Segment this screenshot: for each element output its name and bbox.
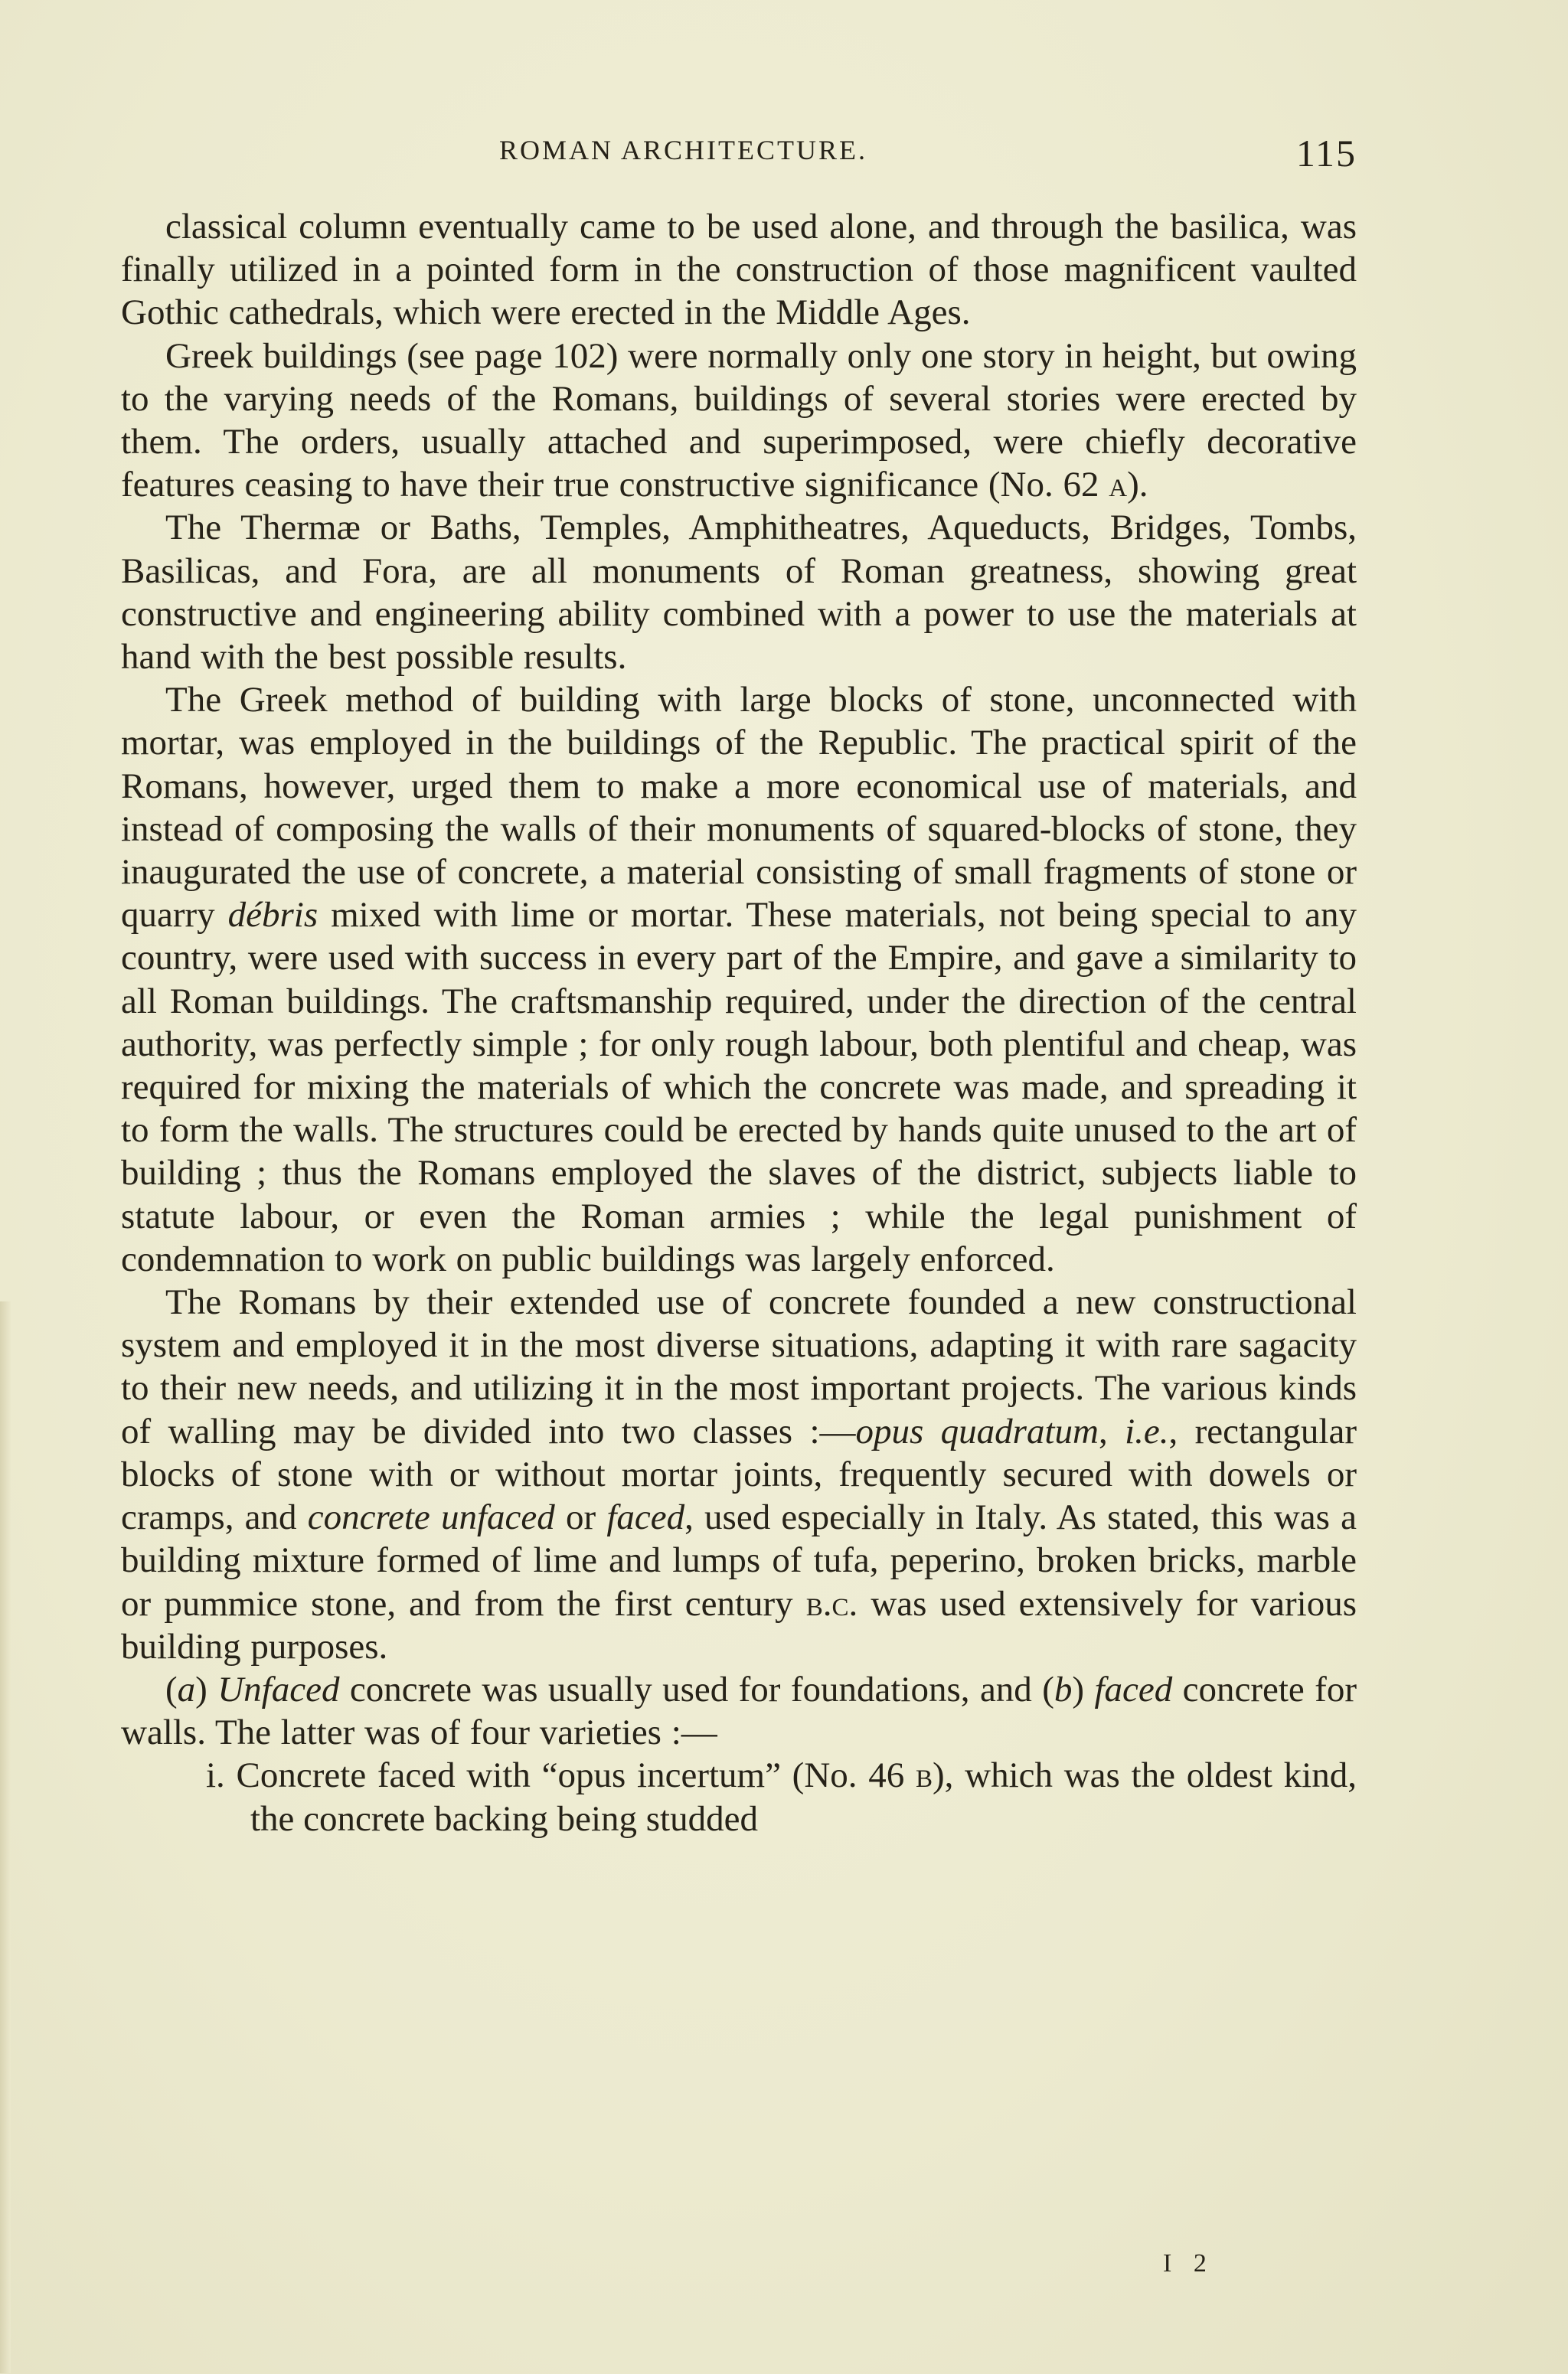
- text-run: ), which was the oldest kind, the concrete backing being studded: [250, 1755, 1357, 1839]
- text-run: concrete was usually used for foundations, and (: [339, 1669, 1054, 1709]
- italic-text: b: [1054, 1669, 1073, 1709]
- text-run: ,: [1098, 1411, 1125, 1452]
- italic-text: faced: [1094, 1669, 1173, 1709]
- small-caps-text: b.c.: [805, 1583, 858, 1624]
- text-run: was used extensively for various building purposes.: [121, 1583, 1357, 1667]
- page-spine-shadow: [0, 1301, 11, 2373]
- paragraph: [121, 1668, 1357, 1754]
- italic-text: Unfaced: [217, 1669, 340, 1709]
- signature-mark: I 2: [1163, 2249, 1214, 2278]
- text-run: or: [554, 1497, 607, 1538]
- body-text: [121, 205, 1357, 1840]
- italic-text: concrete unfaced: [307, 1497, 555, 1538]
- text-run: , used especially in Italy. As stated, this was a building mixture formed of lime and lumps of tufa, peperino, broken bricks, marble or pummice stone, and from the first century: [121, 1497, 1357, 1624]
- paragraph: [121, 678, 1357, 1281]
- text-run: mixed with lime or mortar. These materials, not being special to any country, were used with success in every part of the Empire, and gave a similarity to all Roman buildings. The craftsmanship required, under the direction of the central authority, was perfectly simple ; for only rough labour, both plentiful and cheap, was required for mixing the materials of which the concrete was made, and spreading it to form the walls. The structures could be erected by hands quite unused to the art of building ; thus the Romans employed the slaves of the district, subjects liable to statute labour, or even the Roman armies ; while the legal punishment of condemnation to work on public buildings was largely enforced.: [121, 895, 1357, 1279]
- italic-text: a: [177, 1669, 196, 1709]
- paragraph: [121, 335, 1357, 507]
- text-run: ): [195, 1669, 218, 1709]
- text-run: The Greek method of building with large blocks of stone, unconnected with mortar, was employed in the buildings of the Republic. The practical spirit of the Romans, however, urged them to make a more economical use of materials, and instead of composing the walls of their monuments of squared-blocks of stone, they inaugurated the use of concrete, a material consisting of small fragments of stone or quarry: [121, 680, 1357, 936]
- small-caps-text: b: [915, 1755, 933, 1796]
- text-run: concrete for walls. The latter was of four varieties :—: [121, 1669, 1357, 1753]
- italic-text: faced: [606, 1497, 685, 1538]
- text-run: classical column eventually came to be used alone, and through the basilica, was finally utilized in a pointed form in the construction of those magnificent vaulted Gothic cathedrals, which were erected in the Middle Ages.: [121, 207, 1357, 333]
- text-run: ): [1072, 1669, 1095, 1709]
- text-run: , rectangular blocks of stone with or without mortar joints, frequently secured with dowels or cramps, and: [121, 1411, 1357, 1538]
- text-run: Greek buildings (see page 102) were normally only one story in height, but owing to the varying needs of the Romans, buildings of several stories were erected by them. The orders, usually attached and superimposed, were chiefly decorative features ceasing to have their true constructive significance (No. 62: [121, 335, 1357, 505]
- italic-text: débris: [227, 895, 318, 936]
- text-run: ).: [1127, 465, 1148, 505]
- paragraph: [121, 205, 1357, 335]
- italic-text: opus quadratum: [855, 1411, 1099, 1452]
- paragraph: [121, 1281, 1357, 1668]
- running-head: ROMAN ARCHITECTURE.: [499, 135, 868, 165]
- text-run: i. Concrete faced with “opus incertum” (No. 46: [206, 1755, 916, 1796]
- text-run: (: [165, 1669, 178, 1709]
- list-item: [121, 1754, 1357, 1840]
- italic-text: i.e.: [1125, 1411, 1169, 1452]
- paragraph: [121, 506, 1357, 678]
- page-number: 115: [1295, 132, 1357, 175]
- page-header: [0, 127, 1357, 173]
- text-run: The Romans by their extended use of concrete founded a new constructional system and employed it in the most diverse situations, adapting it with rare sagacity to their new needs, and utilizing it in the most important projects. The various kinds of walling may be divided into two classes :—: [121, 1282, 1357, 1452]
- small-caps-text: a: [1109, 465, 1128, 505]
- text-run: The Thermæ or Baths, Temples, Amphitheatres, Aqueducts, Bridges, Tombs, Basilicas, and Fora, are all monuments of Roman greatness, showing great constructive and engineering ability combined with a power to use the materials at hand with the best possible results.: [121, 508, 1357, 678]
